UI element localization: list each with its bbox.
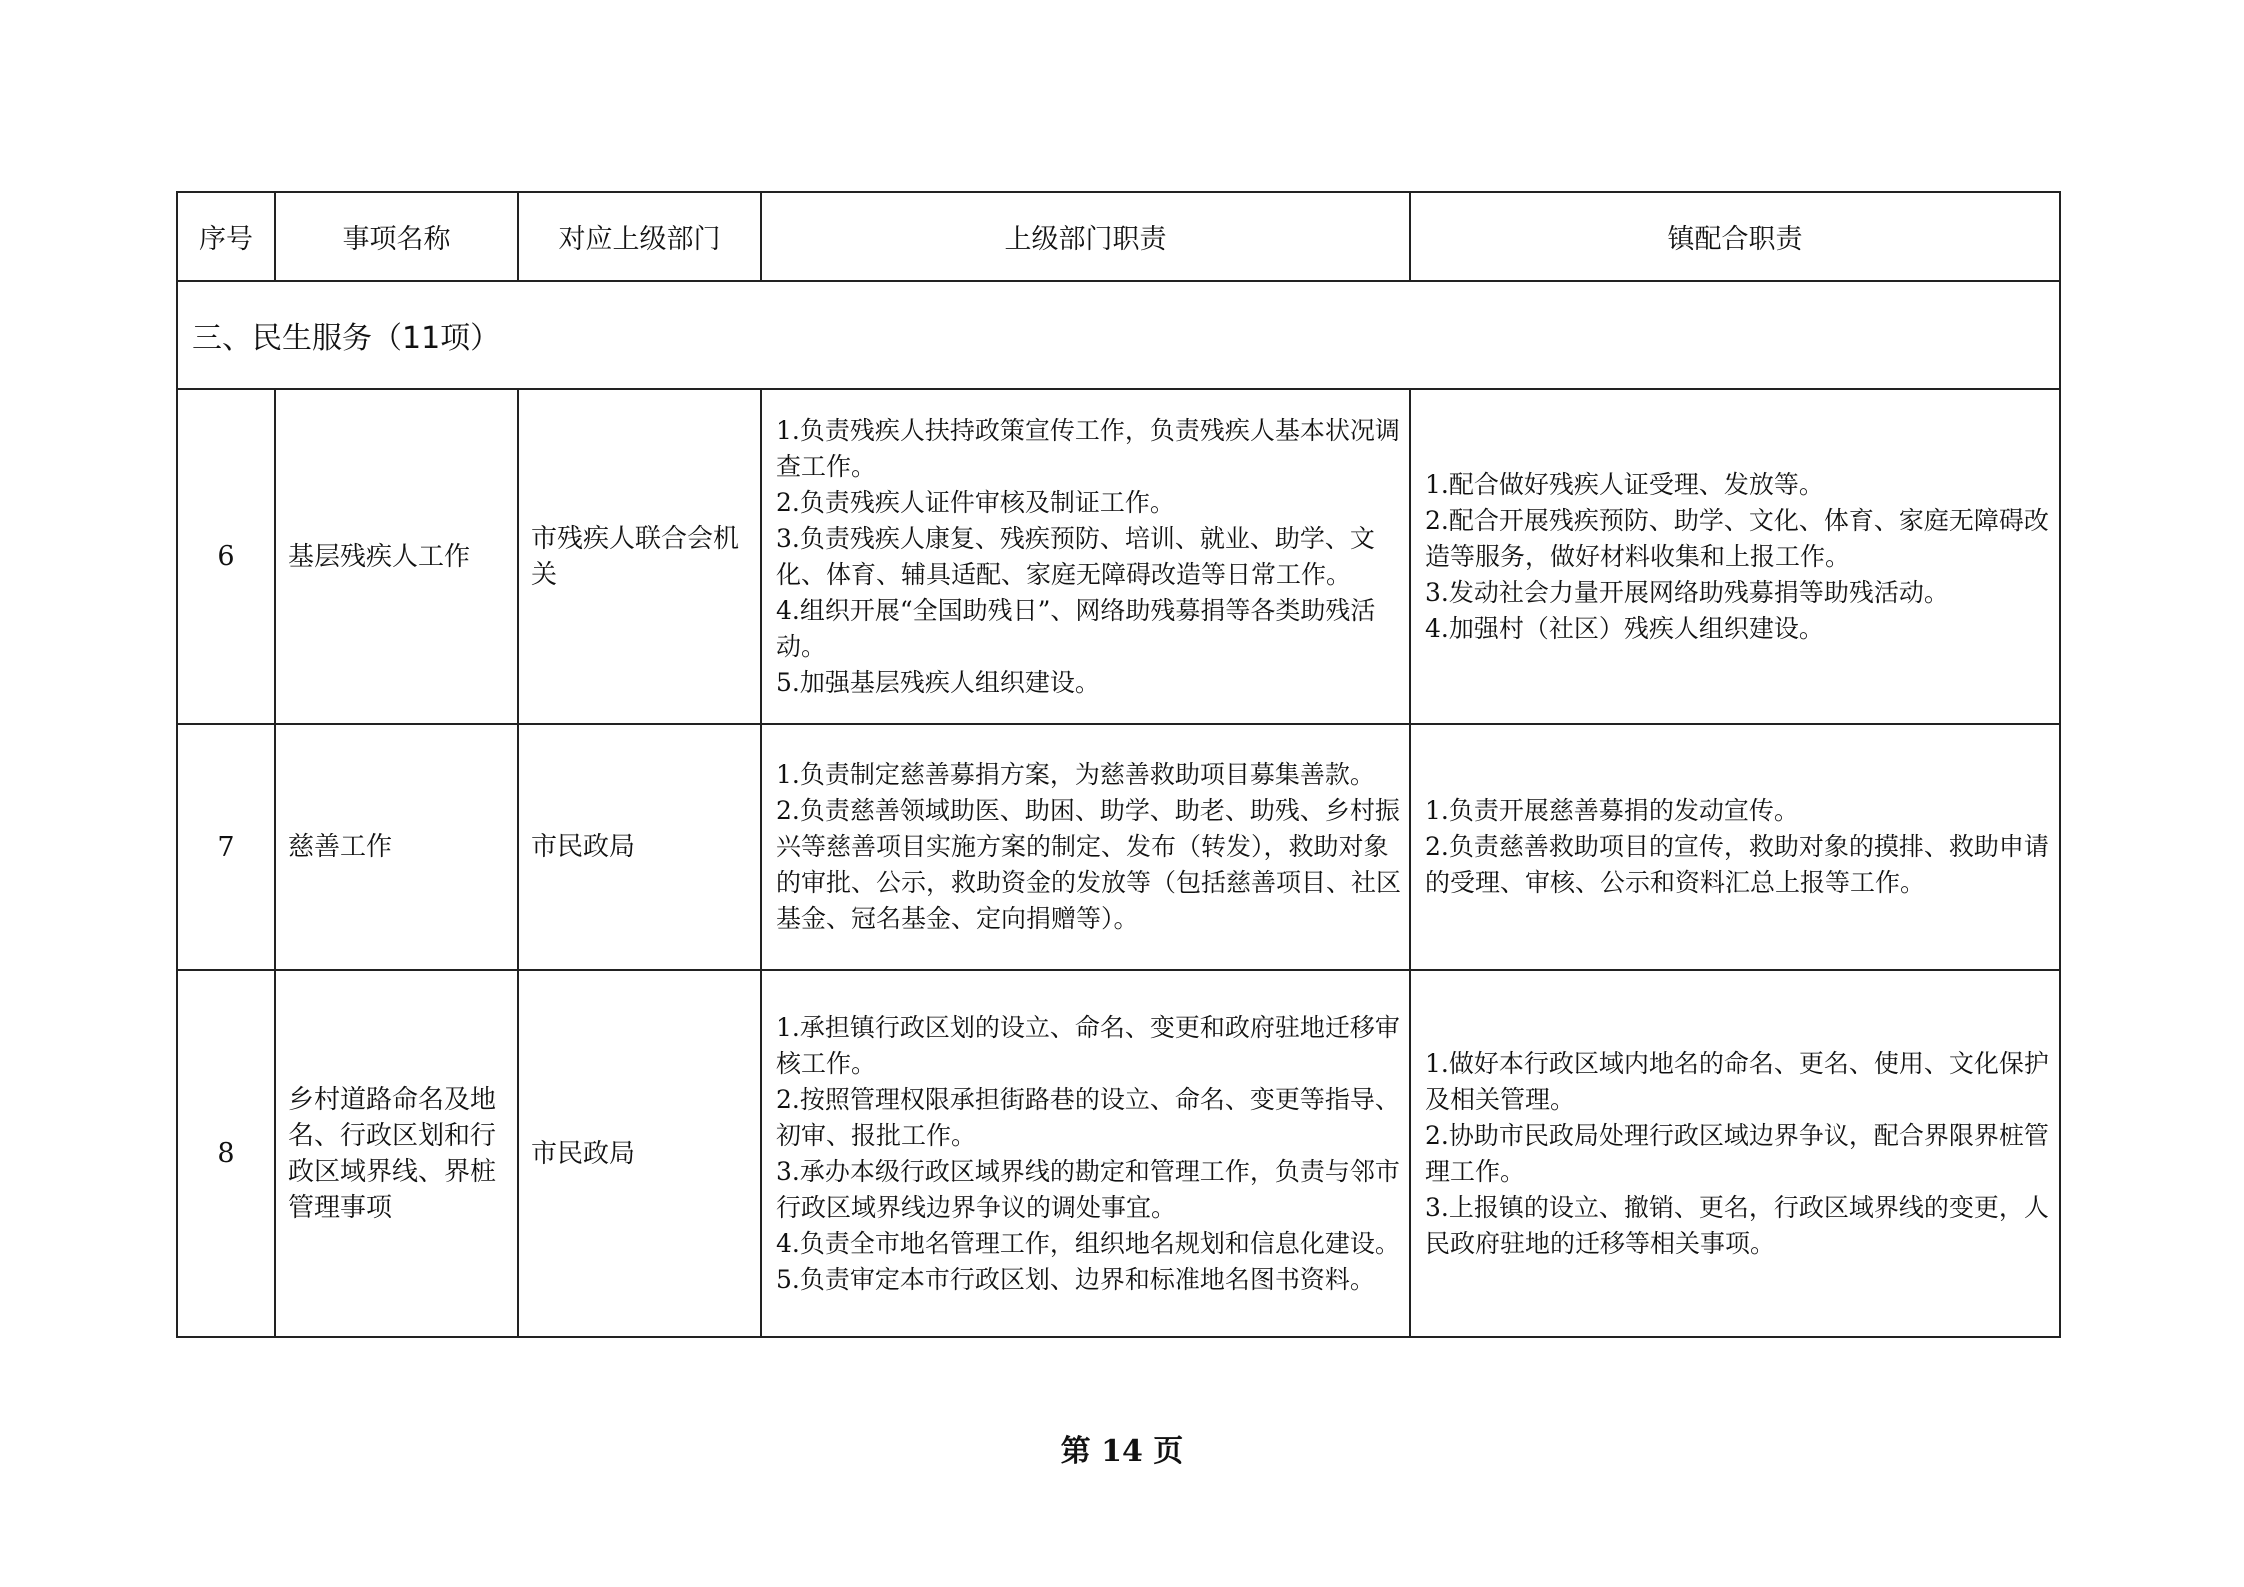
duty-line: 4.加强村（社区）残疾人组织建设。: [1425, 613, 1824, 643]
duty-line: 1.做好本行政区域内地名的命名、更名、使用、文化保护及相关管理。: [1425, 1048, 2049, 1114]
duty-line: 2.负责残疾人证件审核及制证工作。: [776, 487, 1175, 517]
duty-line: 2.按照管理权限承担街路巷的设立、命名、变更等指导、初审、报批工作。: [776, 1084, 1400, 1150]
table-row: [177, 389, 2060, 724]
upper-dept: 市民政局: [518, 724, 761, 970]
duty-line: 5.负责审定本市行政区划、边界和标准地名图书资料。: [776, 1264, 1375, 1294]
duty-line: 2.负责慈善领域助医、助困、助学、助老、助残、乡村振兴等慈善项目实施方案的制定、发布（转发），救助对象的审批、公示，救助资金的发放等（包括慈善项目、社区基金、冠名基金、定向捐赠等）。: [776, 796, 1402, 933]
upper-duties: [761, 724, 1410, 970]
table-row: [177, 970, 2060, 1337]
item-name: 慈善工作: [275, 724, 518, 970]
duty-line: 2.负责慈善救助项目的宣传，救助对象的摸排、救助申请的受理、审核、公示和资料汇总上报等工作。: [1425, 832, 2049, 897]
item-name: 基层残疾人工作: [275, 389, 518, 724]
upper-duties: [761, 389, 1410, 724]
row-number: 6: [177, 389, 275, 724]
duty-line: 3.承办本级行政区域界线的勘定和管理工作，负责与邻市行政区域界线边界争议的调处事宜。: [776, 1156, 1400, 1222]
section-row: [177, 281, 2060, 389]
duty-line: 1.负责开展慈善募捐的发动宣传。: [1425, 796, 1799, 825]
duty-line: 3.发动社会力量开展网络助残募捐等助残活动。: [1425, 577, 1949, 607]
duty-line: 1.配合做好残疾人证受理、发放等。: [1425, 469, 1824, 499]
header-town-duties: 镇配合职责: [1410, 192, 2060, 281]
duty-line: 2.配合开展残疾预防、助学、文化、体育、家庭无障碍改造等服务，做好材料收集和上报工作。: [1425, 505, 2049, 571]
upper-dept: 市民政局: [518, 970, 761, 1337]
duty-line: 2.协助市民政局处理行政区域边界争议，配合界限界桩管理工作。: [1425, 1120, 2049, 1186]
duties-table: [176, 191, 2061, 1338]
page-number: 第 14 页: [1060, 1434, 1184, 1469]
header-upper-duties: 上级部门职责: [761, 192, 1410, 281]
header-item-name: 事项名称: [275, 192, 518, 281]
row-number: 7: [177, 724, 275, 970]
table-row: [177, 724, 2060, 970]
duty-line: 3.负责残疾人康复、残疾预防、培训、就业、助学、文化、体育、辅具适配、家庭无障碍改造等日常工作。: [776, 523, 1375, 589]
duty-line: 3.上报镇的设立、撤销、更名，行政区域界线的变更，人民政府驻地的迁移等相关事项。: [1425, 1192, 2049, 1258]
duty-line: 4.组织开展“全国助残日”、网络助残募捐等各类助残活动。: [776, 595, 1376, 661]
item-name: 乡村道路命名及地名、行政区划和行政区域界线、界桩管理事项: [275, 970, 518, 1337]
upper-dept: 市残疾人联合会机关: [518, 389, 761, 724]
town-duties: [1410, 970, 2060, 1337]
duty-line: 1.负责残疾人扶持政策宣传工作，负责残疾人基本状况调查工作。: [776, 415, 1400, 481]
duty-line: 1.负责制定慈善募捐方案，为慈善救助项目募集善款。: [776, 760, 1375, 789]
header-upper-dept: 对应上级部门: [518, 192, 761, 281]
town-duties: [1410, 389, 2060, 724]
duty-line: 5.加强基层残疾人组织建设。: [776, 667, 1100, 697]
header-index: 序号: [177, 192, 275, 281]
row-number: 8: [177, 970, 275, 1337]
upper-duties: [761, 970, 1410, 1337]
duty-line: 4.负责全市地名管理工作，组织地名规划和信息化建设。: [776, 1228, 1400, 1258]
town-duties: [1410, 724, 2060, 970]
table-header-row: [177, 192, 2060, 281]
duty-line: 1.承担镇行政区划的设立、命名、变更和政府驻地迁移审核工作。: [776, 1012, 1400, 1078]
section-title: 三、民生服务（11项）: [177, 281, 2060, 389]
